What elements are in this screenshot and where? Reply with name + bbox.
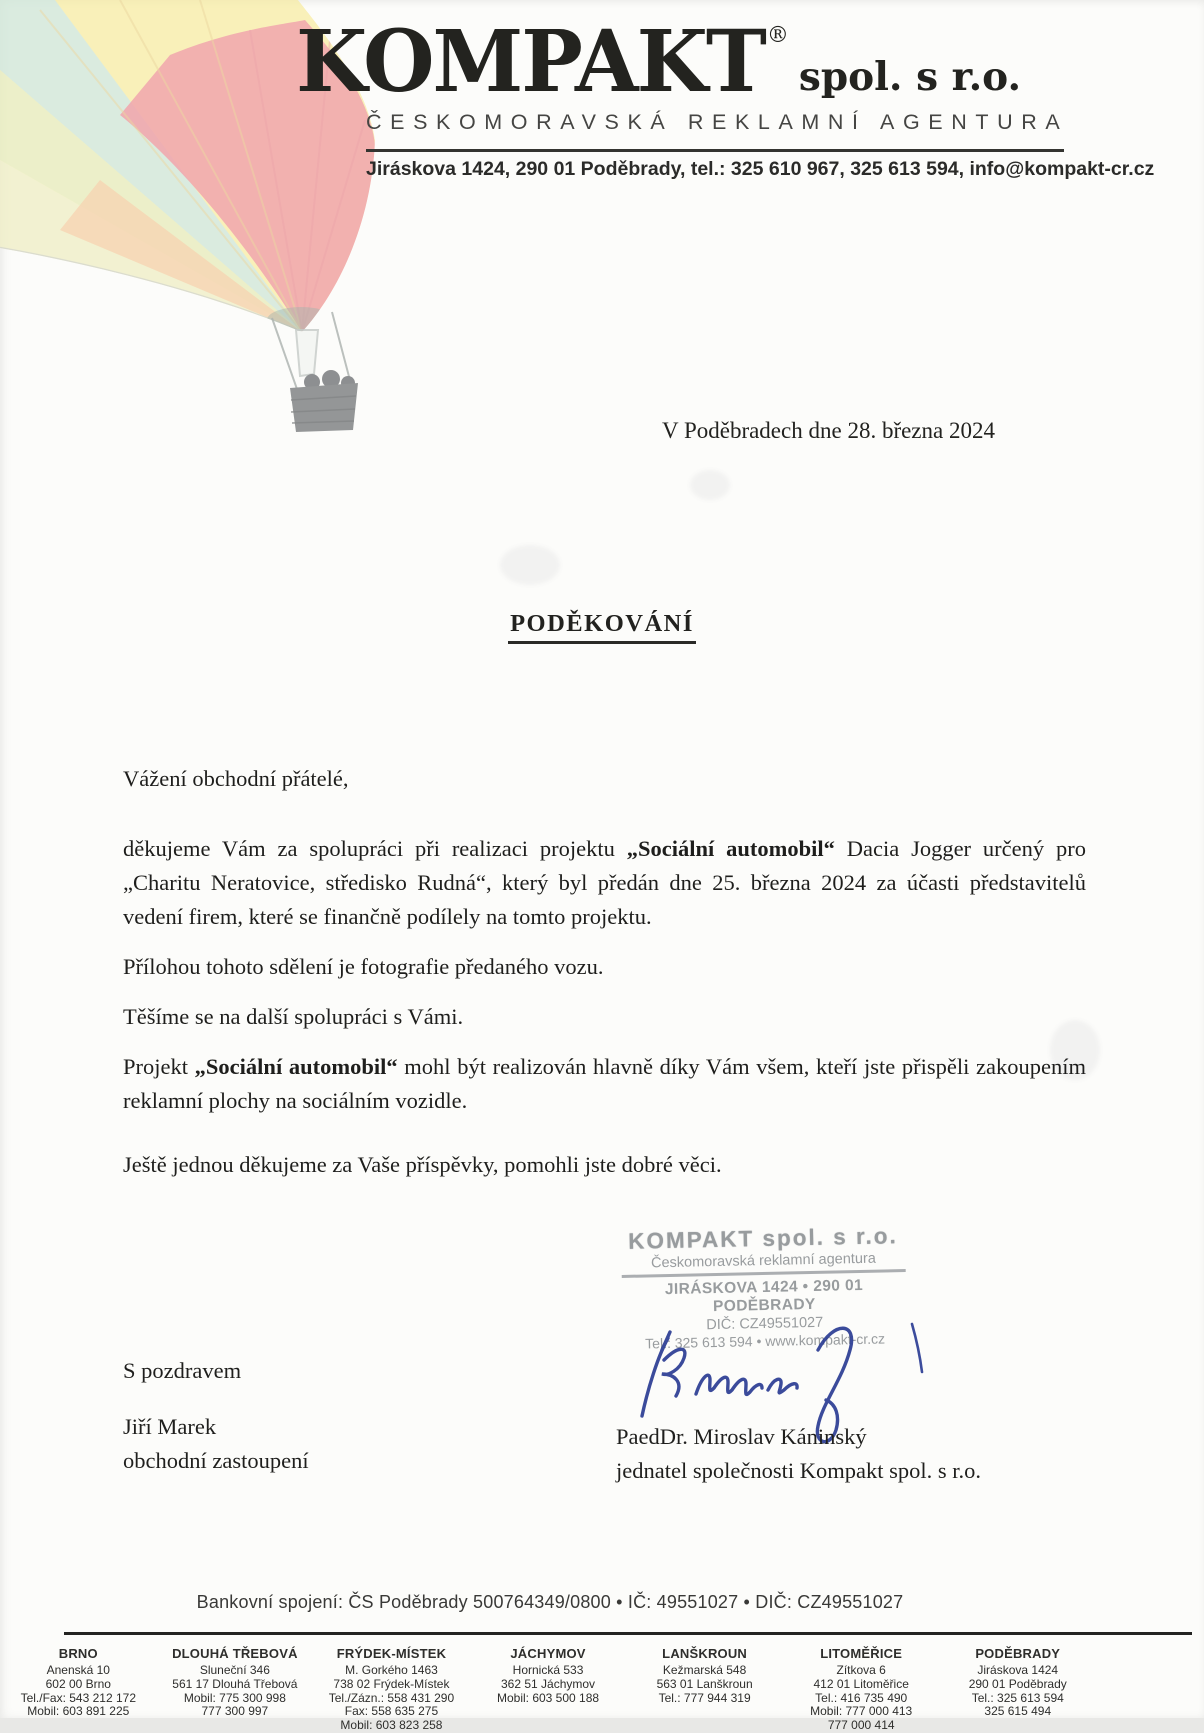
branch-line: Anenská 10 xyxy=(46,1663,110,1677)
scan-smudge xyxy=(1050,1020,1100,1080)
branch-city: JÁCHYMOV xyxy=(510,1646,586,1661)
branch-line: M. Gorkého 1463 xyxy=(345,1663,438,1677)
branch-line: Mobil: 775 300 998 xyxy=(183,1690,286,1705)
signer-role: jednatel společnosti Kompakt spol. s r.o. xyxy=(616,1458,981,1483)
bank-info-line: Bankovní spojení: ČS Poděbrady 500764349/0800 • IČ: 49551027 • DIČ: CZ49551027 xyxy=(196,1592,904,1612)
stamp-dic-line: DIČ: CZ49551027 xyxy=(706,1314,824,1334)
branch-city: LITOMĚŘICE xyxy=(820,1646,903,1661)
branch-line: 325 615 494 xyxy=(984,1704,1052,1719)
branch-dlouha-trebova xyxy=(157,1646,314,1733)
registered-trademark-symbol: ® xyxy=(766,23,789,48)
branch-line: Mobil: 603 891 225 xyxy=(27,1704,130,1719)
branch-line: 602 00 Brno xyxy=(45,1676,111,1691)
balloon-basket xyxy=(272,312,358,432)
stamp-company-name: KOMPAKT spol. s r.o. xyxy=(627,1223,899,1254)
para4-bold: „Sociální automobil“ xyxy=(194,1054,398,1079)
branch-line: 290 01 Poděbrady xyxy=(968,1676,1067,1691)
para4-post: mohl být realizován hlavně díky Vám všem, kteří jste přispěli zakoupením reklamní plochy na sociálním vozidle. xyxy=(123,1054,1086,1113)
closing-phrase: S pozdravem xyxy=(123,1358,242,1383)
para-cooperation: Těšíme se na další spolupráci s Vámi. xyxy=(123,1004,464,1029)
stamp-agency-line: Českomoravská reklamní agentura xyxy=(650,1250,877,1272)
para-attachment: Přílohou tohoto sdělení je fotografie předaného vozu. xyxy=(123,954,604,979)
company-legal-form: spol. s r.o. xyxy=(798,54,1022,100)
letter-body xyxy=(123,762,1086,1182)
branch-line: Kežmarská 548 xyxy=(662,1663,747,1677)
para-thanks-contributors xyxy=(123,1050,1086,1118)
branch-line: Mobil: 777 000 413 xyxy=(810,1704,913,1719)
branch-line: 561 17 Dlouhá Třebová xyxy=(172,1676,298,1691)
branch-city: FRÝDEK-MÍSTEK xyxy=(336,1646,447,1661)
agency-tagline: ČESKOMORAVSKÁ REKLAMNÍ AGENTURA xyxy=(366,110,1069,134)
branch-line: 362 51 Jáchymov xyxy=(500,1676,596,1691)
dateline: V Poděbradech dne 28. března 2024 xyxy=(662,418,995,443)
branch-line: 412 01 Litoměřice xyxy=(813,1676,909,1691)
branch-city: PODĚBRADY xyxy=(975,1646,1061,1661)
branch-line: Mobil: 603 500 188 xyxy=(496,1690,600,1705)
branch-podebrady xyxy=(939,1646,1096,1733)
branch-line: Mobil: 603 823 258 xyxy=(340,1718,443,1733)
para1-pre: děkujeme Vám za spolupráci při realizaci projektu xyxy=(123,836,627,861)
header-address-line: Jiráskova 1424, 290 01 Poděbrady, tel.: 325 610 967, 325 613 594, info@kompakt-cr.cz xyxy=(366,158,1155,180)
title-row xyxy=(0,610,1204,644)
salutation: Vážení obchodní přátelé, xyxy=(123,766,349,791)
branch-city: DLOUHÁ TŘEBOVÁ xyxy=(172,1646,298,1661)
branch-line: Jiráskova 1424 xyxy=(977,1663,1059,1677)
branch-jachymov xyxy=(470,1646,627,1733)
company-logo-text: KOMPAKT xyxy=(296,12,765,112)
branch-line: Sluneční 346 xyxy=(199,1663,270,1677)
letter-title: PODĚKOVÁNÍ xyxy=(508,610,696,644)
branch-lanskroun xyxy=(626,1646,783,1733)
branch-line: Hornická 533 xyxy=(512,1663,584,1677)
branch-line: Tel.: 777 944 319 xyxy=(658,1690,751,1705)
branch-city: LANŠKROUN xyxy=(662,1646,748,1661)
stamp-contact-line: Tel.: 325 613 594 • www.kompakt-cr.cz xyxy=(645,1330,886,1352)
branch-line: Tel./Zázn.: 558 431 290 xyxy=(328,1690,455,1705)
sender-role: obchodní zastoupení xyxy=(123,1448,309,1473)
para-final-thanks: Ještě jednou děkujeme za Vaše příspěvky, pomohli jste dobré věci. xyxy=(123,1152,722,1177)
branch-footer xyxy=(0,1646,1096,1733)
footer-divider-line xyxy=(64,1632,1192,1635)
branch-line: 777 000 414 xyxy=(827,1718,895,1733)
branch-line: 777 300 997 xyxy=(201,1704,269,1719)
para1-bold: „Sociální automobil“ xyxy=(626,836,835,861)
branch-line: Tel.: 416 735 490 xyxy=(815,1690,908,1705)
branch-line: Zítkova 6 xyxy=(836,1663,886,1677)
branch-brno xyxy=(0,1646,157,1733)
branch-line: Tel./Fax: 543 212 172 xyxy=(20,1690,136,1705)
header-divider-line xyxy=(366,149,1064,152)
branch-city: BRNO xyxy=(58,1646,98,1661)
scan-smudge xyxy=(500,545,560,585)
company-header xyxy=(296,14,1176,110)
branch-line: 563 01 Lanškroun xyxy=(656,1676,753,1691)
branch-litomerice xyxy=(783,1646,940,1733)
branch-line: Fax: 558 635 275 xyxy=(344,1704,439,1719)
para-project-handover xyxy=(123,832,1086,934)
sender-name: Jiří Marek xyxy=(123,1414,217,1439)
signer-name: PaedDr. Miroslav Káninský xyxy=(616,1424,867,1449)
stamp-address-line: JIRÁSKOVA 1424 • 290 01 PODĚBRADY xyxy=(664,1276,864,1316)
branch-frydek-mistek xyxy=(313,1646,470,1733)
branch-line: 738 02 Frýdek-Místek xyxy=(333,1676,450,1691)
scan-smudge xyxy=(690,470,730,500)
branch-line: Tel.: 325 613 594 xyxy=(971,1690,1064,1705)
para4-pre: Projekt xyxy=(123,1054,195,1079)
para1-post: Dacia Jogger určený pro „Charitu Neratovice, středisko Rudná“, který byl předán dne 25. března 2024 za účasti představitelů vedení firem, které se finančně podílely na tomto projektu. xyxy=(123,836,1086,929)
